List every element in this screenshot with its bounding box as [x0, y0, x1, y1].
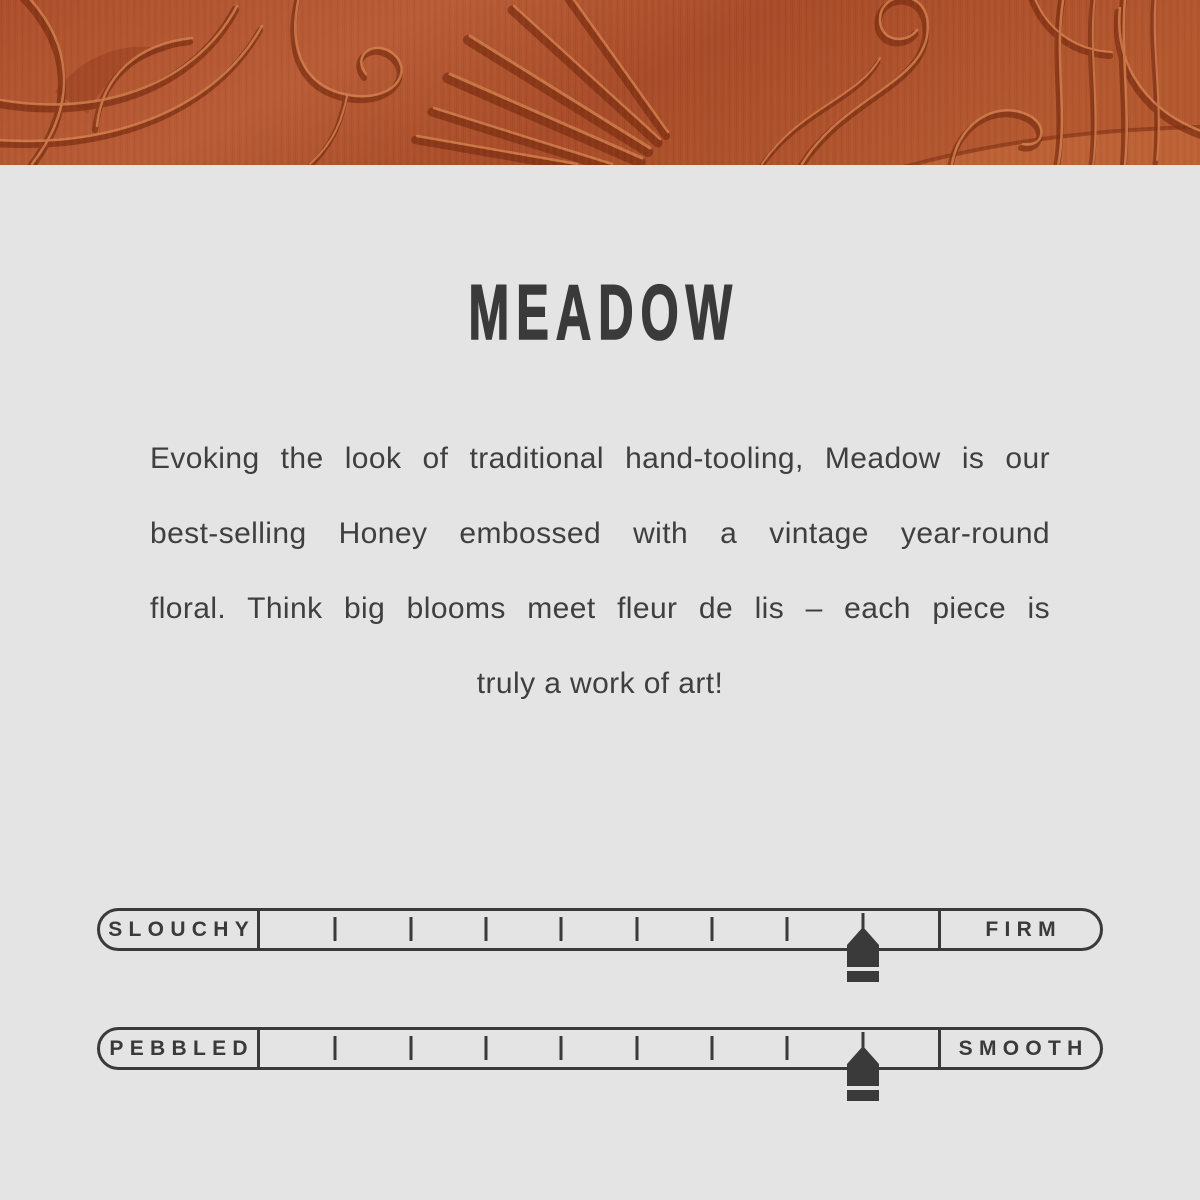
slider-left-label: PEBBLED: [109, 1036, 254, 1060]
scale-left-section: [100, 1030, 260, 1067]
scale-tick: [861, 1036, 864, 1060]
scale-tick: [635, 917, 638, 941]
scale-tick: [409, 1036, 412, 1060]
scale-tick: [786, 917, 789, 941]
scale-tick: [711, 917, 714, 941]
scale-tick: [711, 1036, 714, 1060]
scale-track: [260, 911, 938, 948]
leather-texture-banner: [0, 0, 1200, 165]
description-line: truly a work of art!: [476, 667, 724, 700]
slider-right-label: FIRM: [985, 917, 1062, 941]
scale-right-section: [938, 1030, 1100, 1067]
scale-tick: [334, 1036, 337, 1060]
description-line: floral. Think big blooms meet fleur de lis – each piece is: [150, 592, 1050, 625]
page-title-text: MEADOW: [468, 268, 739, 356]
attribute-scale: [97, 908, 1103, 951]
scale-right-section: [938, 911, 1100, 948]
attribute-scale: [97, 1027, 1103, 1070]
scale-tick: [560, 917, 563, 941]
scale-tick: [485, 1036, 488, 1060]
scale-tick: [786, 1036, 789, 1060]
description-line: Evoking the look of traditional hand-tooling, Meadow is our: [150, 442, 1050, 475]
description-line: best-selling Honey embossed with a vintage year-round: [150, 517, 1050, 550]
scale-tick: [560, 1036, 563, 1060]
scale-tick: [635, 1036, 638, 1060]
scale-tick: [485, 917, 488, 941]
scale-track: [260, 1030, 938, 1067]
attribute-sliders: [97, 908, 1103, 1146]
slider-right-label: SMOOTH: [958, 1036, 1089, 1060]
scale-tick: [861, 917, 864, 941]
slider-left-label: SLOUCHY: [108, 917, 256, 941]
scale-tick: [334, 917, 337, 941]
description: [150, 421, 1050, 721]
leather-texture-image: [0, 0, 1200, 165]
scale-tick: [409, 917, 412, 941]
page-title: [0, 268, 1200, 356]
scale-left-section: [100, 911, 260, 948]
